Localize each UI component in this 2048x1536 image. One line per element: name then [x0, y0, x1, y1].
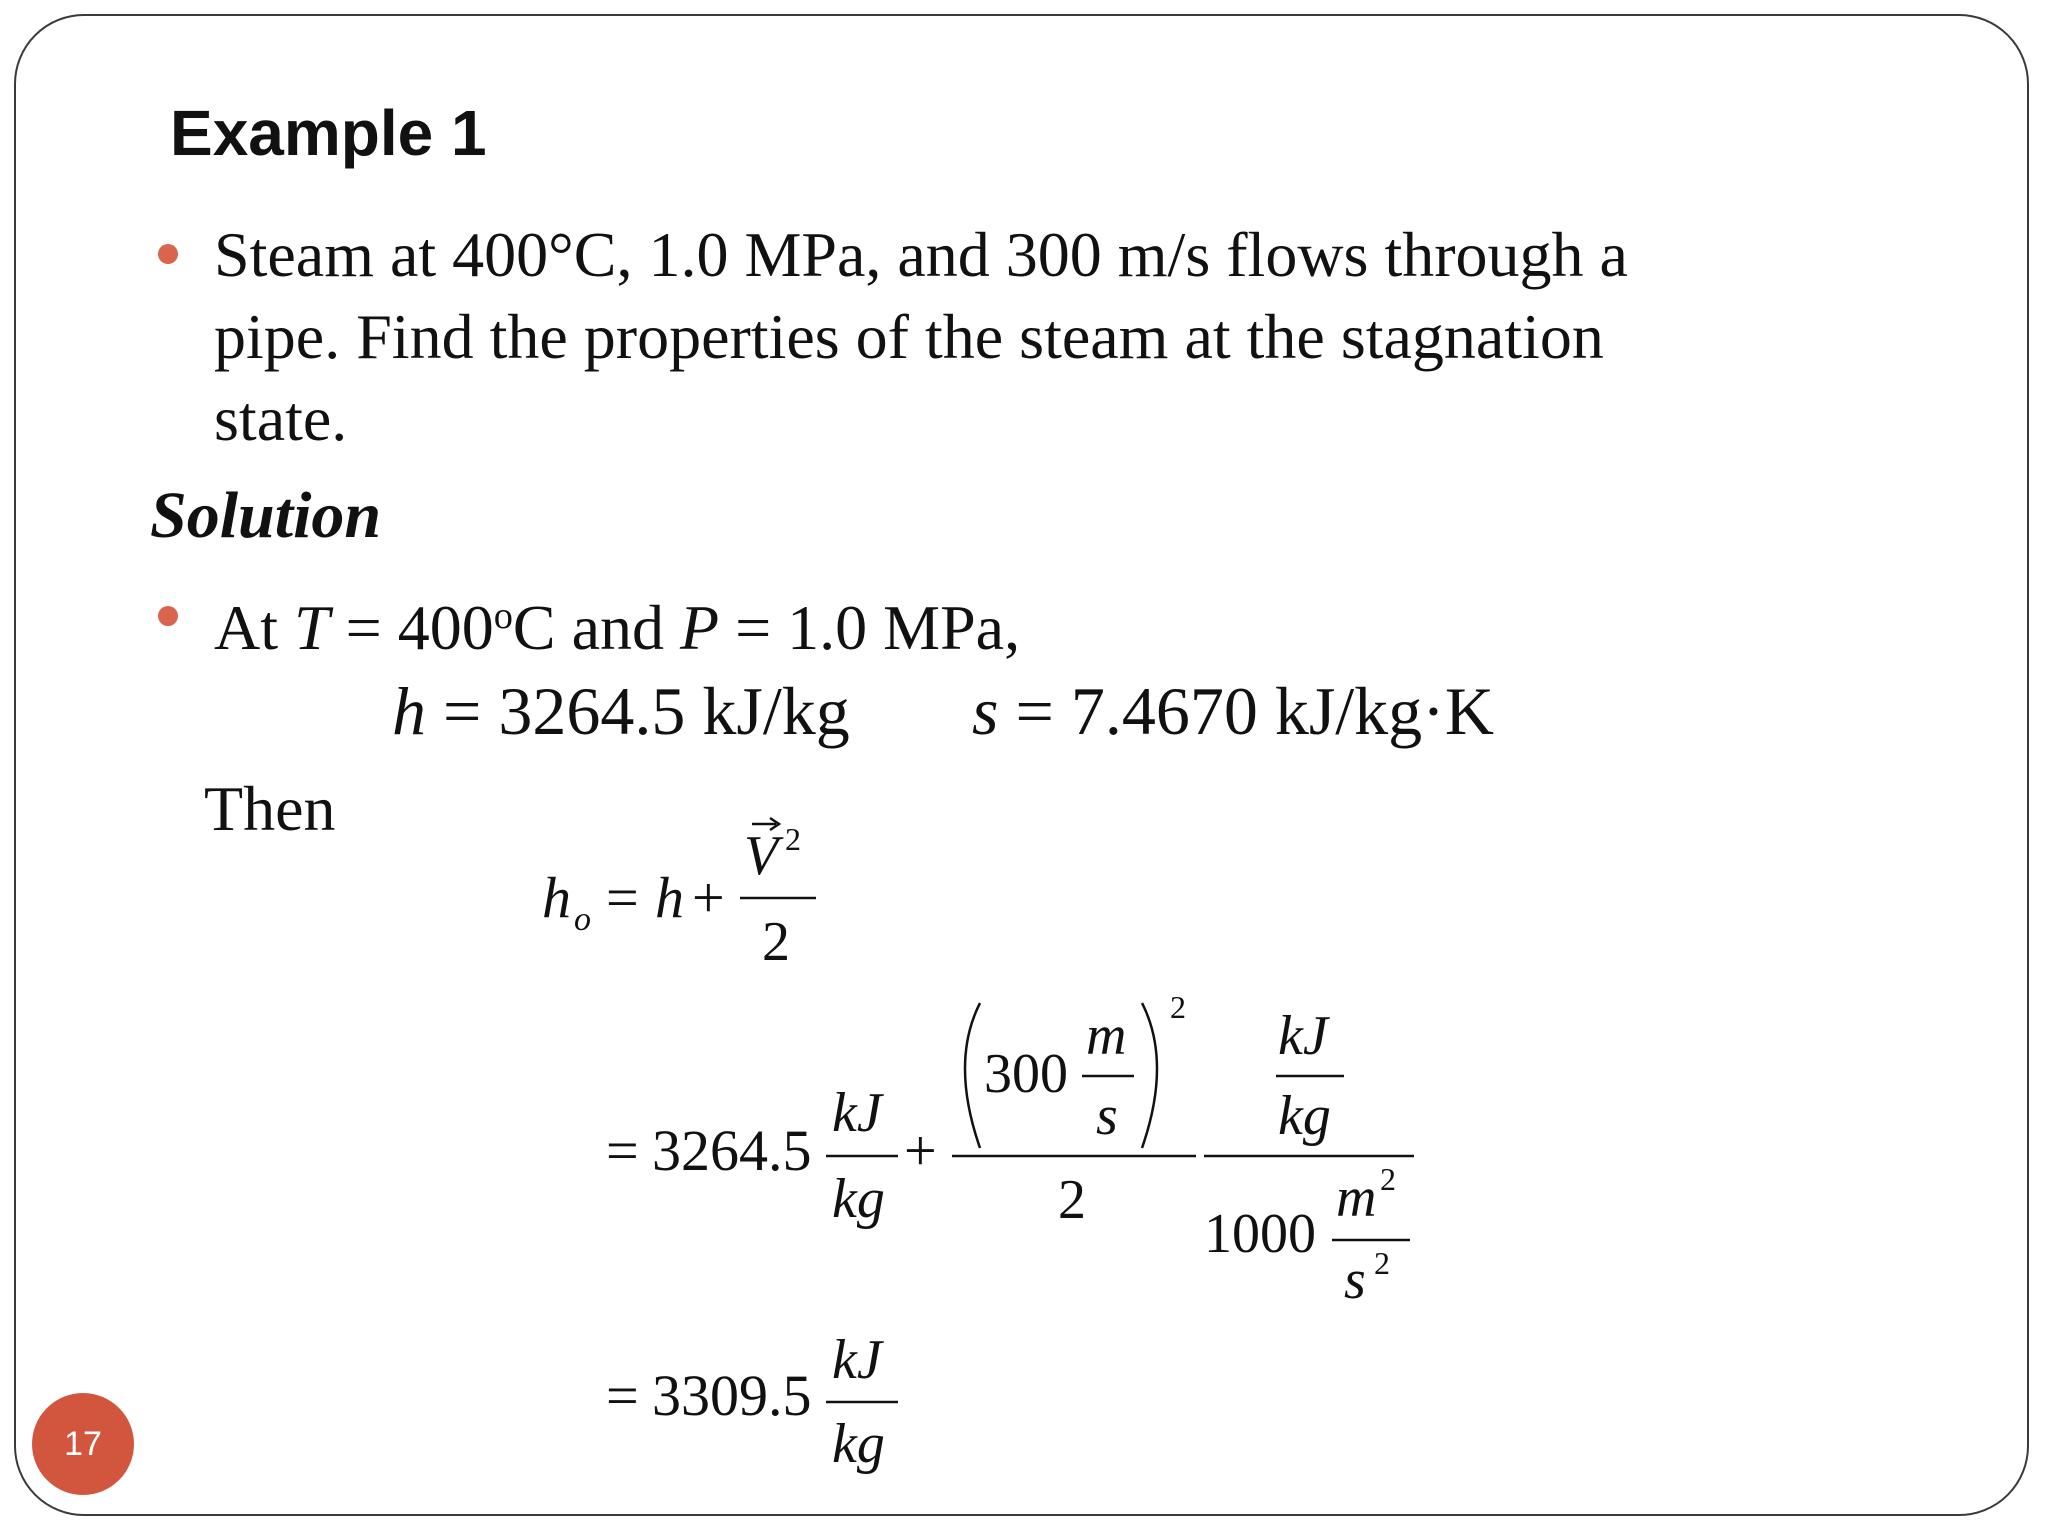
eq3-value: 3309.5: [652, 1363, 812, 1428]
condition-prefix: At: [214, 592, 294, 664]
conversion-m: m: [1336, 1167, 1377, 1229]
equation-1: [542, 818, 816, 973]
pressure-symbol: P: [679, 592, 720, 664]
eq1-denominator: 2: [762, 911, 790, 973]
eq1-lhs-subscript: o: [574, 901, 591, 938]
eq2-unit-numerator: kJ: [832, 1082, 882, 1144]
equation-3: [606, 1329, 898, 1475]
slide-title: Example 1: [170, 97, 487, 169]
velocity-unit-denominator: s: [1096, 1085, 1118, 1147]
eq1-h: h: [655, 865, 684, 930]
problem-line-1: Steam at 400°C, 1.0 MPa, and 300 m/s flows through a: [214, 219, 1628, 290]
degree-mark: o: [493, 595, 513, 637]
enthalpy-value: = 3264.5 kJ/kg: [426, 673, 850, 749]
conversion-s-exponent: 2: [1374, 1245, 1390, 1281]
eq1-velocity-exponent: 2: [785, 821, 801, 857]
problem-line-3: state.: [214, 383, 348, 454]
temperature-unit: C and: [512, 592, 680, 664]
conversion-s: s: [1344, 1249, 1366, 1311]
eq2-plus: +: [904, 1118, 937, 1183]
solution-heading: Solution: [150, 479, 382, 552]
entropy-symbol: s: [972, 673, 999, 749]
conversion-kj: kJ: [1278, 1005, 1328, 1067]
eq2-equals: =: [606, 1118, 639, 1183]
eq3-equals: =: [606, 1363, 639, 1428]
eq2-unit-denominator: kg: [832, 1168, 885, 1230]
conversion-kg: kg: [1278, 1085, 1331, 1147]
left-paren: [965, 1003, 980, 1148]
problem-line-2: pipe. Find the properties of the steam at the stagnation: [214, 301, 1604, 372]
equation-2: [606, 989, 1414, 1311]
velocity-unit-numerator: m: [1086, 1005, 1127, 1067]
eq1-lhs: h: [542, 865, 571, 930]
conversion-1000: 1000: [1204, 1203, 1316, 1265]
velocity-value: 300: [984, 1043, 1068, 1105]
paren-exponent: 2: [1170, 989, 1186, 1025]
then-label: Then: [204, 773, 336, 844]
eq3-unit-numerator: kJ: [832, 1329, 882, 1391]
eq1-velocity: V: [744, 825, 779, 887]
conversion-m-exponent: 2: [1380, 1161, 1396, 1197]
page-number-badge: 17: [32, 1393, 134, 1495]
entropy-value: = 7.4670 kJ/kg·K: [998, 673, 1494, 749]
eq1-equals: =: [606, 865, 639, 930]
temperature-symbol: T: [294, 592, 330, 664]
right-paren: [1142, 1003, 1157, 1148]
enthalpy-symbol: h: [392, 673, 426, 749]
eq2-value: 3264.5: [652, 1118, 812, 1183]
eq3-unit-denominator: kg: [832, 1413, 885, 1475]
pressure-value: = 1.0 MPa,: [719, 592, 1021, 664]
eq1-plus: +: [692, 865, 725, 930]
temperature-value: = 400: [329, 592, 494, 664]
kinetic-denominator: 2: [1058, 1169, 1086, 1231]
